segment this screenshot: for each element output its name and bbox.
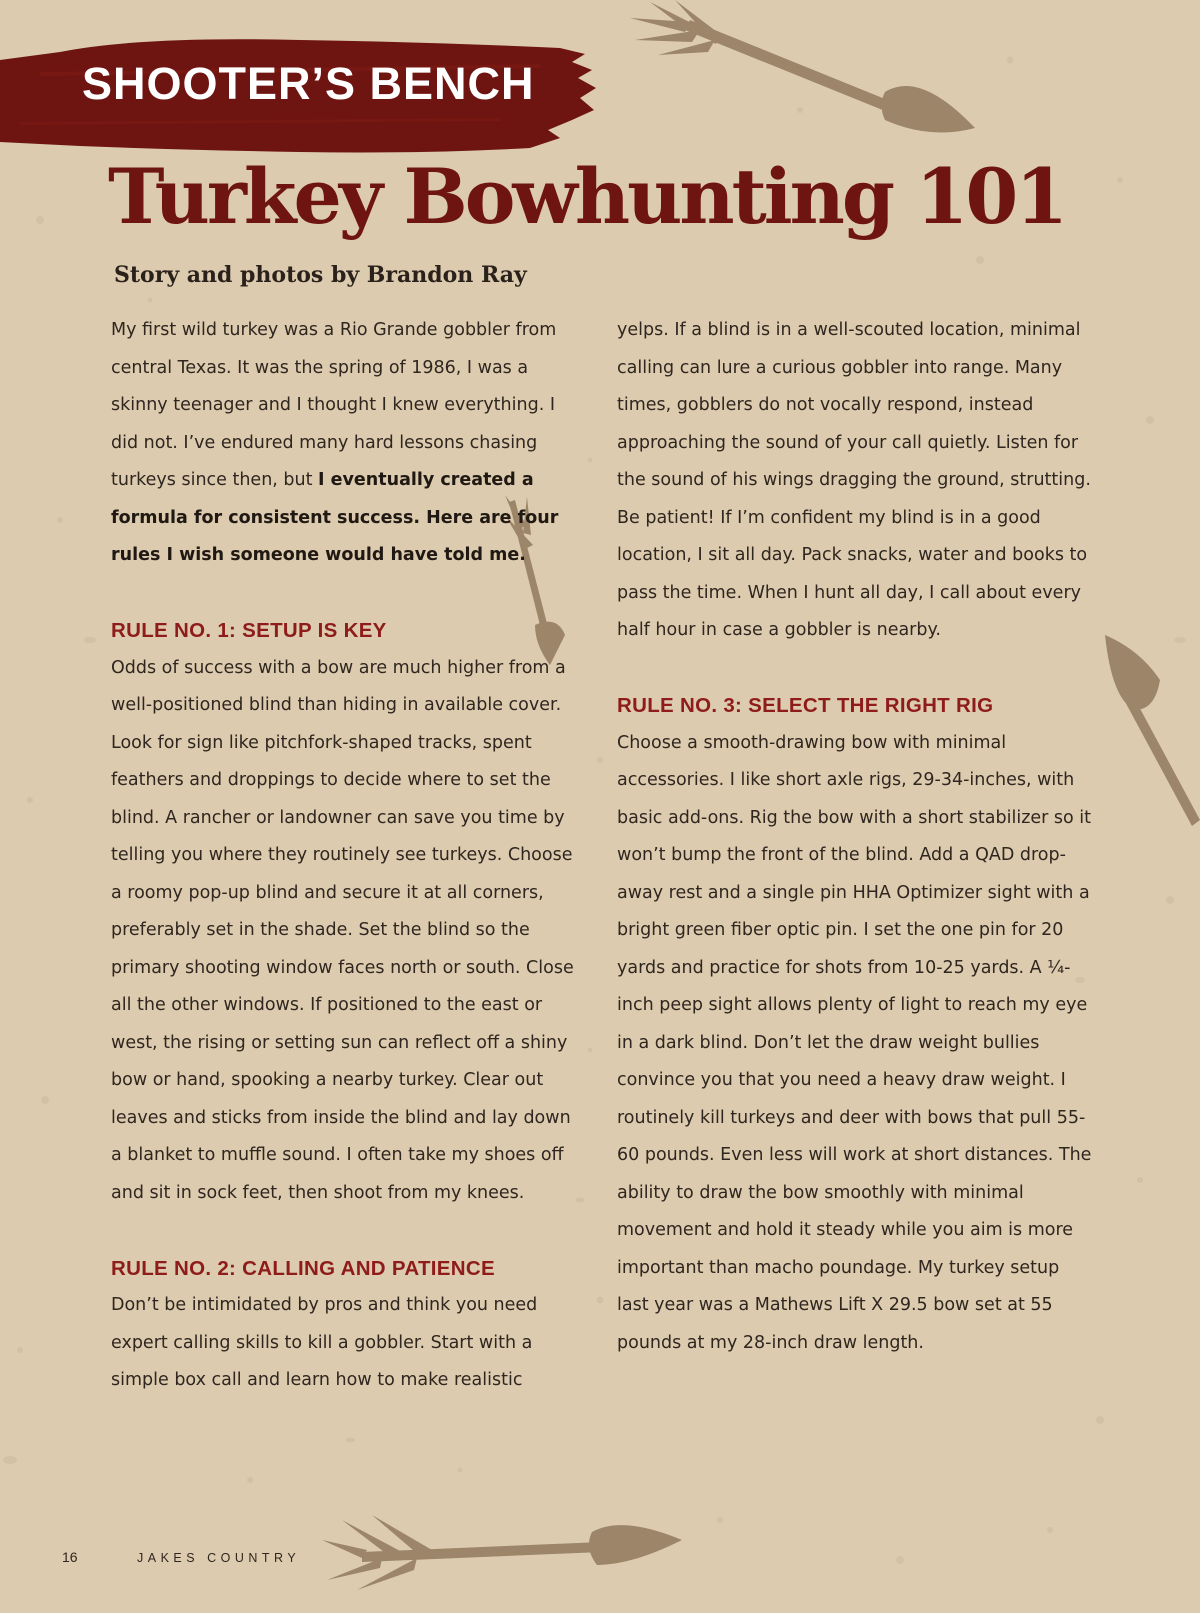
rule-1-body: Odds of success with a bow are much higher from a well-positioned blind than hiding in available cover. Look for sign like pitchfork-shaped tracks, spent feathers and droppings to decide where to set the blind. A rancher or landowner can save you time by telling you where they routinely see turkeys. Choose a roomy pop-up blind and secure it at all corners, preferably set in the shade. Set the blind so the primary shooting window faces north or south. Close all the other windows. If positioned to the east or west, the rising or setting sun can reflect off a shiny bow or hand, spooking a nearby turkey. Clear out leaves and sticks from inside the blind and lay down a blanket to muffle sound. I often take my shoes off and sit in sock feet, then shoot from my knees. (111, 657, 574, 1203)
right-column (617, 312, 1092, 1362)
arrow-bottom-icon (322, 1510, 682, 1595)
byline: Story and photos by Brandon Ray (114, 262, 527, 288)
rule-1-heading: RULE NO. 1: SETUP IS KEY (111, 619, 387, 642)
rule-2-body: Don’t be intimidated by pros and think you need expert calling skills to kill a gobbler. Start with a simple box call and learn how to make realistic (111, 1295, 538, 1390)
rule-3-body: Choose a smooth-drawing bow with minimal accessories. I like short axle rigs, 29-34-inches, with basic add-ons. Rig the bow with a short stabilizer so it won’t bump the front of the blind. Add a QAD drop-away rest and a single pin HHA Optimizer sight with a bright green fiber optic pin. I set the one pin for 20 yards and practice for shots from 10-25 yards. A ¼-inch peep sight allows plenty of light to reach my eye in a dark blind. Don’t let the draw weight bullies convince you that you need a heavy draw weight. I routinely kill turkeys and deer with bows that pull 55-60 pounds. Even less will work at short distances. The ability to draw the bow smoothly with minimal movement and hold it steady while you aim is more important than macho poundage. My turkey setup last year was a Mathews Lift X 29.5 bow set at 55 pounds at my 28-inch draw length. (617, 732, 1092, 1353)
intro-text: My first wild turkey was a Rio Grande gobbler from central Texas. It was the spring of 1986, I was a skinny teenager and I thought I knew everything. I did not. I’ve endured many hard lessons chasing turkeys since then, but (111, 320, 557, 490)
section-label: SHOOTER’S BENCH (82, 58, 535, 109)
left-column (111, 312, 586, 1400)
page-title: Turkey Bowhunting 101 (108, 152, 1066, 241)
intro-paragraph (111, 312, 586, 575)
rule-2-heading: RULE NO. 2: CALLING AND PATIENCE (111, 1256, 495, 1280)
intro-bold-text: I eventually created a formula for consistent success. Here are four rules I wish someone would have told me. (111, 470, 559, 565)
page-number: 16 (62, 1549, 78, 1565)
magazine-name: JAKES COUNTRY (137, 1551, 301, 1565)
rule-3-heading: RULE NO. 3: SELECT THE RIGHT RIG (617, 694, 994, 717)
rule-2-continued: yelps. If a blind is in a well-scouted location, minimal calling can lure a curious gobbler into range. Many times, gobblers do not vocally respond, instead approaching the sound of your call quietly. Listen for the sound of his wings dragging the ground, strutting. Be patient! If I’m confident my blind is in a good location, I sit all day. Pack snacks, water and books to pass the time. When I hunt all day, I call about every half hour in case a gobbler is nearby. (617, 320, 1091, 640)
arrow-top-icon (630, 0, 980, 140)
arrow-right-icon (1100, 630, 1200, 830)
